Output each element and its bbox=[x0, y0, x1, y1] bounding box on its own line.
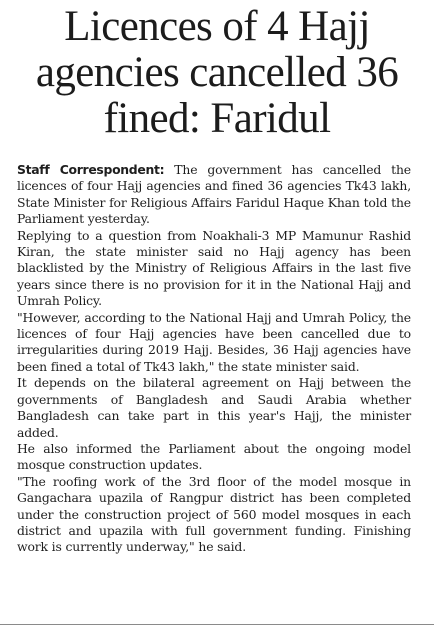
article-paragraph-3: "However, according to the National Hajj and Umrah Policy, the licences of four Hajj agencies have been cancelled due to irregularities during 2019 Hajj. Besides, 36 Hajj agencies have been fined a total of Tk43 lakh," the state minister said. bbox=[17, 309, 411, 374]
headline-line-1: Licences of 4 Hajj bbox=[64, 3, 370, 50]
headline-line-3: fined: Faridul bbox=[103, 95, 331, 142]
article-paragraph-4: It depends on the bilateral agreement on Hajj between the governments of Bangladesh and Saudi Arabia whether Bangladesh can take part in this year's Hajj, the minister added. bbox=[17, 375, 411, 440]
article-paragraph-2: Replying to a question from Noakhali-3 MP Mamunur Rashid Kiran, the state minister said no Hajj agency has been blacklisted by the Ministry of Religious Affairs in the last five years since there is no provision for it in the National Hajj and Umrah Policy. bbox=[17, 227, 411, 309]
article-headline bbox=[8, 4, 426, 142]
article-body bbox=[17, 162, 411, 556]
headline-line-2: agencies cancelled 36 bbox=[35, 49, 399, 96]
article-byline: Staff Correspondent: bbox=[17, 162, 165, 177]
bottom-divider bbox=[0, 624, 434, 625]
article-paragraph-5: He also informed the Parliament about the ongoing model mosque construction updates. bbox=[17, 440, 411, 473]
article-paragraph-6: "The roofing work of the 3rd floor of the model mosque in Gangachara upazila of Rangpur district has been completed under the construction project of 560 model mosques in each district and upazila with full government funding. Finishing work is currently underway," he said. bbox=[17, 473, 411, 555]
paragraph-text: The government has cancelled the licences of four Hajj agencies and fined 36 agencies Tk43 lakh, State Minister for Religious Affairs Faridul Haque Khan told the Parliament yesterday. bbox=[17, 162, 411, 227]
article-paragraph-1 bbox=[17, 162, 411, 228]
